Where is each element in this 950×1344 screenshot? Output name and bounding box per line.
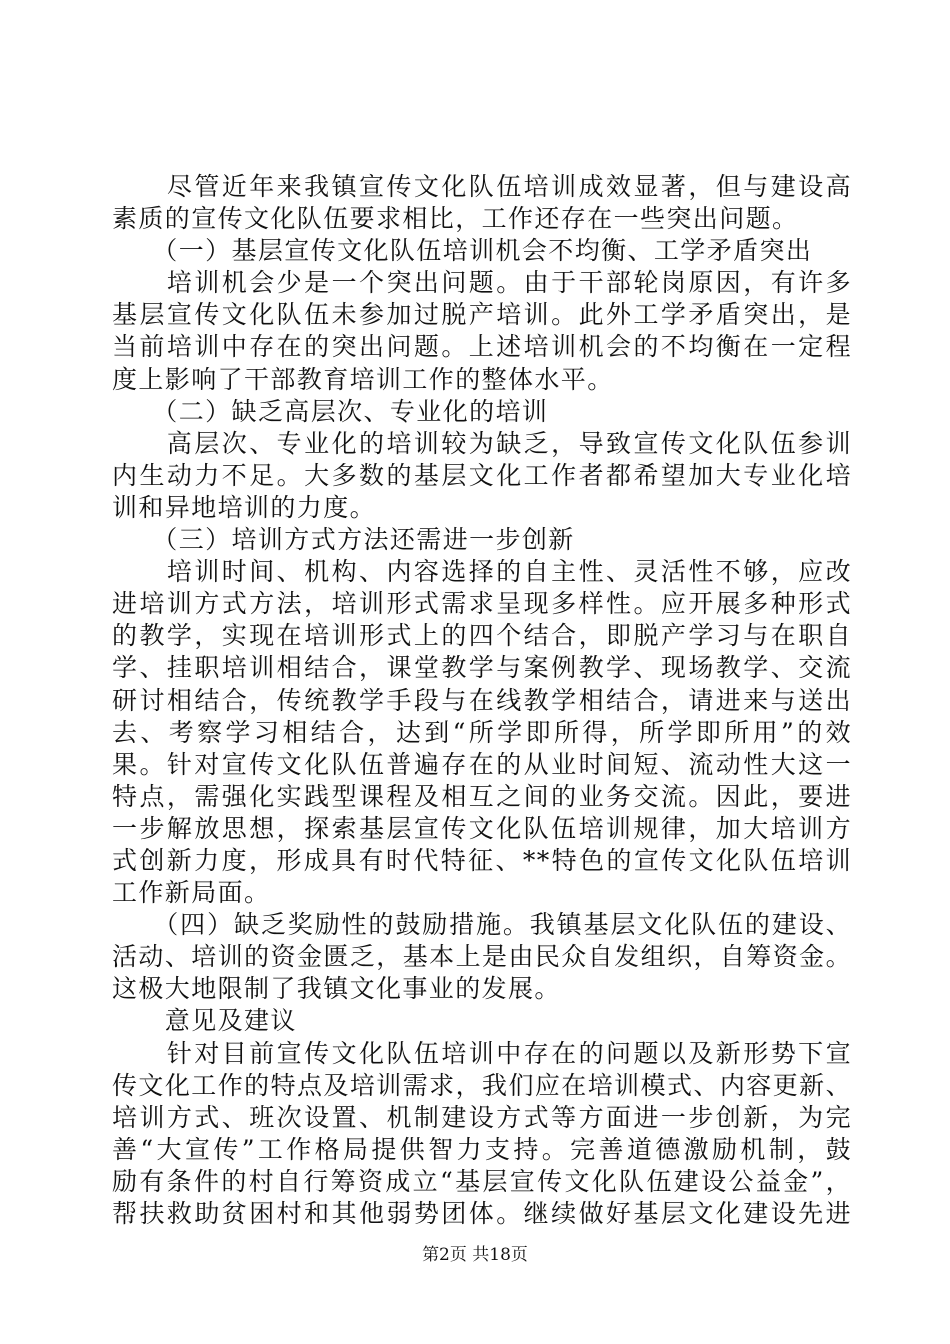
text-line: 训和异地培训的力度。: [112, 492, 377, 522]
section-heading: 意见及建议: [112, 1006, 297, 1036]
text-line: 特点，需强化实践型课程及相互之间的业务交流。因此，要进: [112, 781, 852, 811]
text-line: 内生动力不足。大多数的基层文化工作者都希望加大专业化培: [112, 460, 852, 490]
text-line: 当前培训中存在的突出问题。上述培训机会的不均衡在一定程: [112, 332, 852, 362]
document-body: [112, 171, 852, 1230]
page-number-footer: 第2页 共18页: [422, 1245, 528, 1265]
text-line: 尽管近年来我镇宣传文化队伍培训成效显著，但与建设高: [112, 172, 852, 201]
text-line: 工作新局面。: [112, 878, 271, 908]
text-line: 培训机会少是一个突出问题。由于干部轮岗原因，有许多: [112, 268, 852, 298]
section-heading: （三）培训方式方法还需进一步创新: [112, 525, 575, 555]
section-heading: （二）缺乏高层次、专业化的培训: [112, 396, 549, 426]
text-line: 励有条件的村自行筹资成立“基层宣传文化队伍建设公益金”，: [112, 1166, 852, 1196]
text-line: 活动、培训的资金匮乏，基本上是由民众自发组织，自筹资金。: [112, 942, 852, 972]
text-line: 一步解放思想，探索基层宣传文化队伍培训规律，加大培训方: [112, 813, 852, 843]
text-line: 这极大地限制了我镇文化事业的发展。: [112, 974, 561, 1004]
text-line: 度上影响了干部教育培训工作的整体水平。: [112, 364, 614, 394]
text-line: 培训方式、班次设置、机制建设方式等方面进一步创新，为完: [112, 1102, 852, 1132]
text-line: 的教学，实现在培训形式上的四个结合，即脱产学习与在职自: [112, 621, 852, 651]
text-line: 研讨相结合，传统教学手段与在线教学相结合，请进来与送出: [112, 685, 852, 715]
text-line: （四）缺乏奖励性的鼓励措施。我镇基层文化队伍的建设、: [112, 910, 852, 940]
text-line: 进培训方式方法，培训形式需求呈现多样性。应开展多种形式: [112, 589, 852, 619]
text-line: 帮扶救助贫困村和其他弱势团体。继续做好基层文化建设先进: [112, 1199, 852, 1228]
text-line: 果。针对宣传文化队伍普遍存在的从业时间短、流动性大这一: [112, 749, 852, 779]
text-line: 高层次、专业化的培训较为缺乏，导致宣传文化队伍参训: [112, 428, 852, 458]
text-line: 去、考察学习相结合，达到“所学即所得，所学即所用”的效: [112, 717, 852, 747]
text-line: 基层宣传文化队伍未参加过脱产培训。此外工学矛盾突出，是: [112, 300, 852, 330]
text-line: 培训时间、机构、内容选择的自主性、灵活性不够，应改: [112, 557, 852, 587]
text-line: 针对目前宣传文化队伍培训中存在的问题以及新形势下宣: [112, 1038, 852, 1068]
text-line: 传文化工作的特点及培训需求，我们应在培训模式、内容更新、: [112, 1070, 852, 1100]
text-line: 式创新力度，形成具有时代特征、**特色的宣传文化队伍培训: [112, 845, 852, 875]
text-line: 善“大宣传”工作格局提供智力支持。完善道德激励机制，鼓: [112, 1134, 852, 1164]
section-heading: （一）基层宣传文化队伍培训机会不均衡、工学矛盾突出: [112, 236, 813, 266]
text-line: 素质的宣传文化队伍要求相比，工作还存在一些突出问题。: [112, 204, 799, 234]
text-line: 学、挂职培训相结合，课堂教学与案例教学、现场教学、交流: [112, 653, 852, 683]
